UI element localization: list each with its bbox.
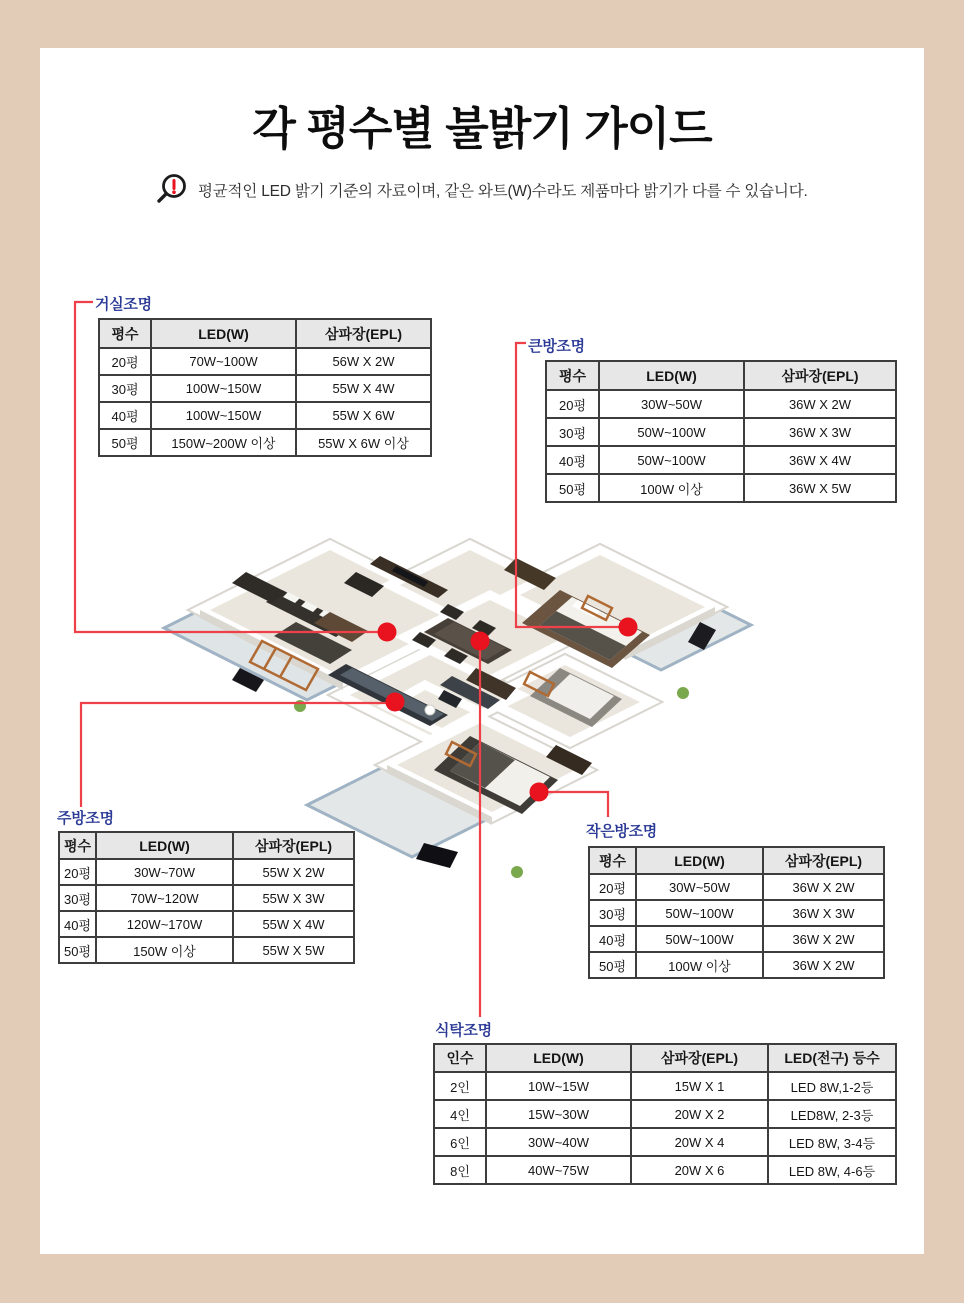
table-row bbox=[546, 418, 896, 446]
table-header-cell: 삼파장(EPL) bbox=[296, 319, 431, 348]
table-cell: 100W 이상 bbox=[599, 474, 744, 502]
table-cell: 36W X 2W bbox=[763, 952, 884, 978]
table-cell: 40W~75W bbox=[486, 1156, 631, 1184]
table-header-row bbox=[589, 847, 884, 874]
table-header-row bbox=[546, 361, 896, 390]
table-header-cell: 평수 bbox=[546, 361, 599, 390]
smallroom-connector bbox=[547, 792, 608, 817]
table-cell: 6인 bbox=[434, 1128, 486, 1156]
frame-border-bottom bbox=[0, 1254, 964, 1303]
table-row bbox=[59, 885, 354, 911]
bigroom-table bbox=[545, 360, 897, 503]
table-row bbox=[59, 859, 354, 885]
smallroom-marker-dot bbox=[530, 783, 549, 802]
table-header-cell: 삼파장(EPL) bbox=[763, 847, 884, 874]
table-cell: 20평 bbox=[546, 390, 599, 418]
table-row bbox=[434, 1128, 896, 1156]
frame-border-top bbox=[0, 0, 964, 48]
table-header-cell: 평수 bbox=[589, 847, 636, 874]
table-cell: LED8W, 2-3등 bbox=[768, 1100, 896, 1128]
table-cell: 30W~50W bbox=[599, 390, 744, 418]
living-table bbox=[98, 318, 432, 457]
table-cell: 36W X 2W bbox=[763, 874, 884, 900]
table-cell: 50평 bbox=[589, 952, 636, 978]
table-row bbox=[589, 952, 884, 978]
table-cell: 36W X 2W bbox=[763, 926, 884, 952]
table-header-cell: LED(전구) 등수 bbox=[768, 1044, 896, 1072]
table-cell: 10W~15W bbox=[486, 1072, 631, 1100]
table-cell: 55W X 5W bbox=[233, 937, 354, 963]
table-row bbox=[59, 911, 354, 937]
table-row bbox=[589, 874, 884, 900]
table-row bbox=[434, 1156, 896, 1184]
table-cell: 20W X 4 bbox=[631, 1128, 768, 1156]
table-row bbox=[546, 474, 896, 502]
table-cell: 40평 bbox=[546, 446, 599, 474]
table-cell: 20평 bbox=[59, 859, 96, 885]
table-row bbox=[589, 926, 884, 952]
smallroom-table bbox=[588, 846, 885, 979]
table-cell: 40평 bbox=[59, 911, 96, 937]
table-header-cell: 삼파장(EPL) bbox=[631, 1044, 768, 1072]
table-cell: 100W 이상 bbox=[636, 952, 763, 978]
table-cell: 30평 bbox=[59, 885, 96, 911]
table-cell: 30W~50W bbox=[636, 874, 763, 900]
table-cell: LED 8W, 4-6등 bbox=[768, 1156, 896, 1184]
frame-border-left bbox=[0, 0, 40, 1303]
notice bbox=[154, 171, 808, 209]
table-header-row bbox=[59, 832, 354, 859]
frame-border-right bbox=[924, 0, 964, 1303]
table-cell: 100W~150W bbox=[151, 402, 296, 429]
living-table-label: 거실조명 bbox=[95, 296, 152, 313]
table-header-cell: LED(W) bbox=[151, 319, 296, 348]
kitchen-table-label: 주방조명 bbox=[57, 810, 114, 827]
table-header-cell: 삼파장(EPL) bbox=[233, 832, 354, 859]
magnifier-exclamation-icon bbox=[154, 171, 192, 209]
table-cell: 30평 bbox=[589, 900, 636, 926]
table-cell: 55W X 4W bbox=[296, 375, 431, 402]
table-cell: 50W~100W bbox=[599, 446, 744, 474]
table-header-cell: LED(W) bbox=[96, 832, 233, 859]
table-header-cell: LED(W) bbox=[636, 847, 763, 874]
table-row bbox=[99, 375, 431, 402]
table-cell: 8인 bbox=[434, 1156, 486, 1184]
table-cell: 30W~70W bbox=[96, 859, 233, 885]
smallroom-table-label: 작은방조명 bbox=[586, 823, 657, 840]
table-row bbox=[546, 390, 896, 418]
living-marker-dot bbox=[378, 623, 397, 642]
table-cell: 55W X 4W bbox=[233, 911, 354, 937]
table-cell: 15W~30W bbox=[486, 1100, 631, 1128]
table-row bbox=[99, 348, 431, 375]
table-cell: 20W X 6 bbox=[631, 1156, 768, 1184]
table-header-cell: 평수 bbox=[99, 319, 151, 348]
table-cell: 36W X 3W bbox=[744, 418, 896, 446]
table-header-row bbox=[99, 319, 431, 348]
table-cell: LED 8W,1-2등 bbox=[768, 1072, 896, 1100]
table-cell: 20평 bbox=[99, 348, 151, 375]
bigroom-marker-dot bbox=[619, 618, 638, 637]
table-cell: 36W X 4W bbox=[744, 446, 896, 474]
notice-text: 평균적인 LED 밝기 기준의 자료이며, 같은 와트(W)수라도 제품마다 밝기가 다를 수 있습니다. bbox=[198, 183, 808, 200]
table-header-cell: LED(W) bbox=[599, 361, 744, 390]
kitchen-table bbox=[58, 831, 355, 964]
table-row bbox=[59, 937, 354, 963]
table-cell: 150W~200W 이상 bbox=[151, 429, 296, 456]
table-cell: 4인 bbox=[434, 1100, 486, 1128]
dining-table-label: 식탁조명 bbox=[435, 1022, 492, 1039]
table-cell: 20W X 2 bbox=[631, 1100, 768, 1128]
table-cell: LED 8W, 3-4등 bbox=[768, 1128, 896, 1156]
table-cell: 50평 bbox=[59, 937, 96, 963]
table-cell: 55W X 3W bbox=[233, 885, 354, 911]
bigroom-table-label: 큰방조명 bbox=[528, 338, 585, 355]
table-header-cell: 인수 bbox=[434, 1044, 486, 1072]
table-cell: 50W~100W bbox=[636, 926, 763, 952]
table-cell: 55W X 6W 이상 bbox=[296, 429, 431, 456]
table-cell: 36W X 3W bbox=[763, 900, 884, 926]
table-cell: 70W~120W bbox=[96, 885, 233, 911]
table-row bbox=[99, 402, 431, 429]
page-title: 각 평수별 불밝기 가이드 bbox=[252, 103, 712, 154]
table-cell: 15W X 1 bbox=[631, 1072, 768, 1100]
table-cell: 120W~170W bbox=[96, 911, 233, 937]
table-header-cell: 평수 bbox=[59, 832, 96, 859]
table-cell: 40평 bbox=[99, 402, 151, 429]
table-cell: 50평 bbox=[546, 474, 599, 502]
table-header-cell: LED(W) bbox=[486, 1044, 631, 1072]
table-row bbox=[589, 900, 884, 926]
table-cell: 70W~100W bbox=[151, 348, 296, 375]
table-cell: 100W~150W bbox=[151, 375, 296, 402]
table-row bbox=[99, 429, 431, 456]
table-row bbox=[546, 446, 896, 474]
table-cell: 50W~100W bbox=[599, 418, 744, 446]
table-cell: 56W X 2W bbox=[296, 348, 431, 375]
table-cell: 30평 bbox=[99, 375, 151, 402]
table-cell: 55W X 6W bbox=[296, 402, 431, 429]
table-header-row bbox=[434, 1044, 896, 1072]
table-cell: 36W X 2W bbox=[744, 390, 896, 418]
table-cell: 40평 bbox=[589, 926, 636, 952]
dining-marker-dot bbox=[471, 632, 490, 651]
kitchen-marker-dot bbox=[386, 693, 405, 712]
table-row bbox=[434, 1100, 896, 1128]
table-row bbox=[434, 1072, 896, 1100]
table-header-cell: 삼파장(EPL) bbox=[744, 361, 896, 390]
table-cell: 30평 bbox=[546, 418, 599, 446]
table-cell: 50W~100W bbox=[636, 900, 763, 926]
table-cell: 20평 bbox=[589, 874, 636, 900]
table-cell: 30W~40W bbox=[486, 1128, 631, 1156]
table-cell: 36W X 5W bbox=[744, 474, 896, 502]
table-cell: 2인 bbox=[434, 1072, 486, 1100]
dining-table bbox=[433, 1043, 897, 1185]
table-cell: 55W X 2W bbox=[233, 859, 354, 885]
table-cell: 50평 bbox=[99, 429, 151, 456]
table-cell: 150W 이상 bbox=[96, 937, 233, 963]
